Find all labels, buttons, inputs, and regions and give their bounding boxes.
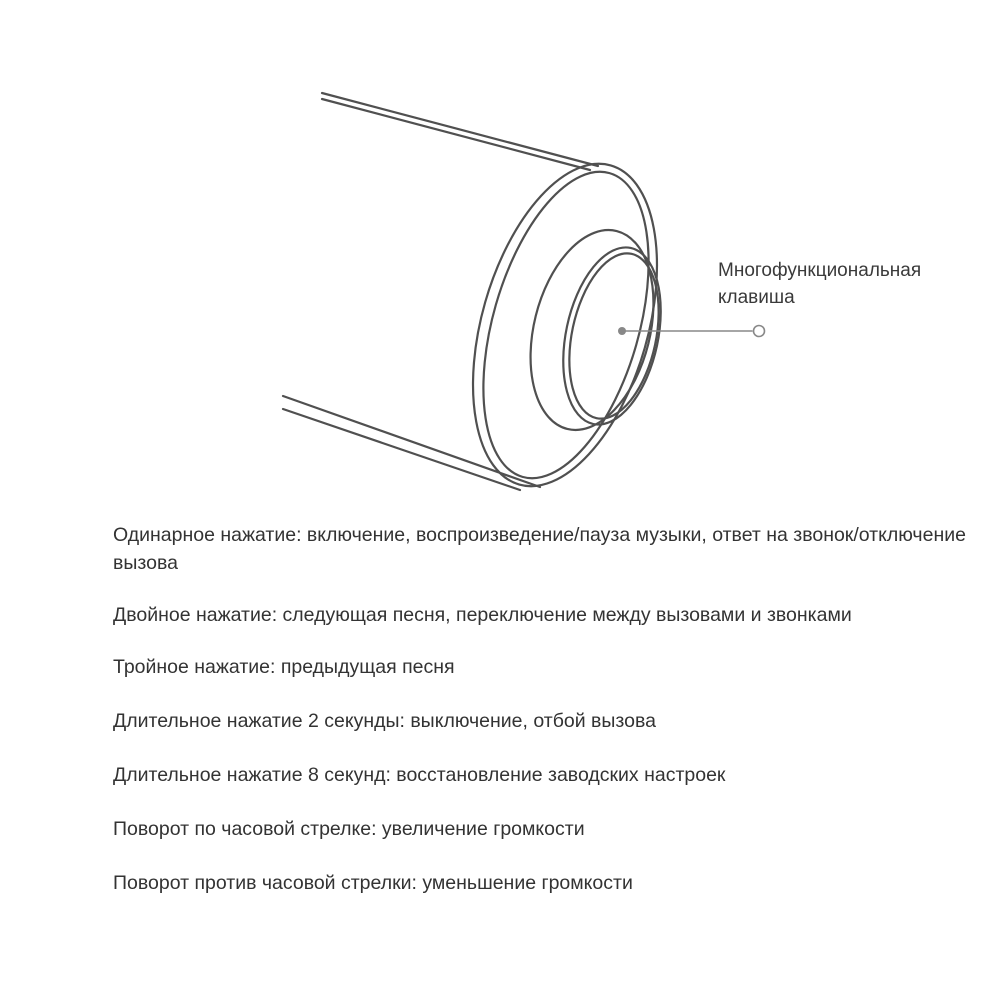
callout-label-line2: клавиша bbox=[718, 287, 795, 308]
callout-end-circle bbox=[754, 326, 765, 337]
callout-label bbox=[718, 257, 988, 311]
instruction-double-press: Двойное нажатие: следующая песня, переключение между вызовами и звонками bbox=[113, 604, 852, 626]
instruction-single-press: Одинарное нажатие: включение, воспроизведение/пауза музыки, ответ на звонок/отключение вызова bbox=[113, 524, 966, 574]
instruction-rotate-clockwise: Поворот по часовой стрелке: увеличение громкости bbox=[113, 818, 585, 840]
instruction-triple-press: Тройное нажатие: предыдущая песня bbox=[113, 656, 455, 678]
instruction-long-press-8s: Длительное нажатие 8 секунд: восстановление заводских настроек bbox=[113, 764, 726, 786]
cylinder-top-edge bbox=[322, 93, 598, 170]
instruction-rotate-counterclockwise: Поворот против часовой стрелки: уменьшение громкости bbox=[113, 872, 633, 894]
end-cap-outer-ring-inner bbox=[452, 153, 679, 497]
callout-label-line1: Многофункциональная bbox=[718, 260, 922, 281]
button-instructions-list bbox=[113, 521, 973, 897]
callout-anchor-dot bbox=[618, 327, 626, 335]
instruction-long-press-2s: Длительное нажатие 2 секунды: выключение, отбой вызова bbox=[113, 710, 656, 732]
